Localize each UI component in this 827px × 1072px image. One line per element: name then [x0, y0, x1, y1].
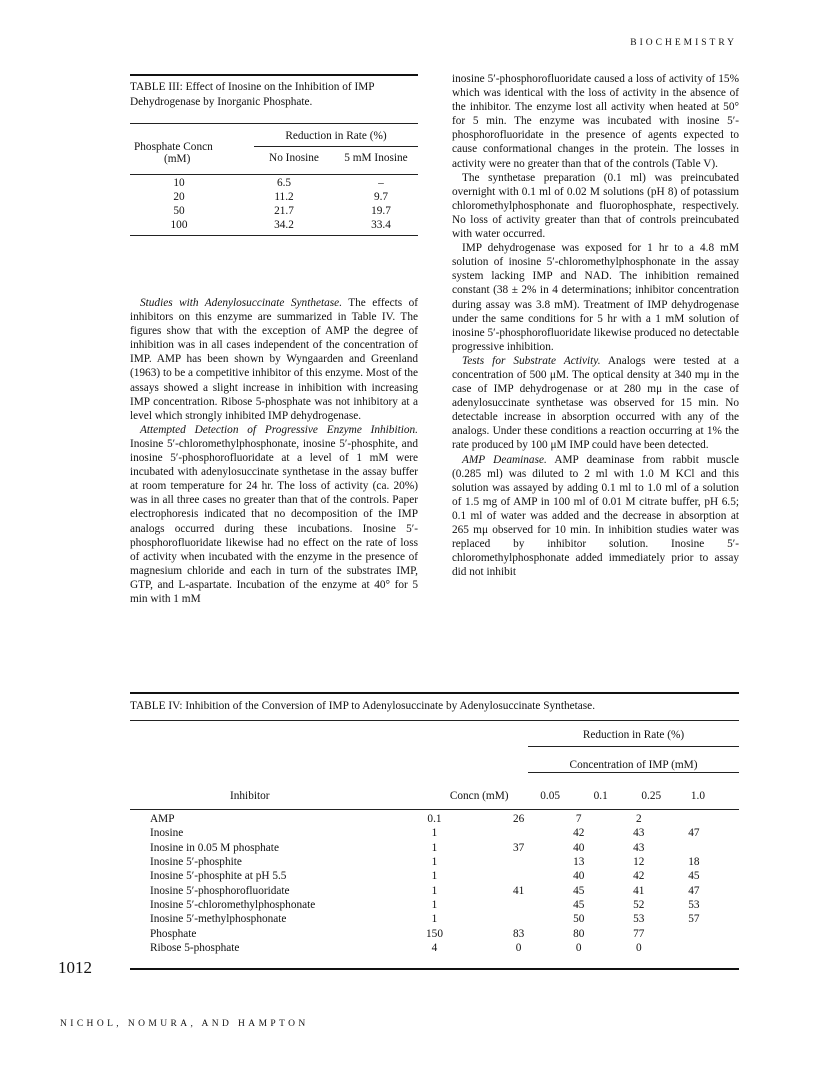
- table4-cell-value: 47: [688, 884, 700, 897]
- table4-bottom-rule: [130, 968, 739, 970]
- journal-header: BIOCHEMISTRY: [630, 38, 737, 48]
- table4-cell-inhibitor: Inosine 5′-methylphosphonate: [150, 913, 287, 926]
- section-heading-synthetase: Studies with Adenylosuccinate Synthetase.: [140, 297, 343, 309]
- table4-cell-value: 7: [575, 813, 582, 826]
- table4-cell-value: 42: [573, 827, 585, 840]
- table4-body-rule: [130, 809, 739, 810]
- table3-cell-inosine: 33.4: [371, 219, 391, 231]
- section-heading-progressive: Attempted Detection of Progressive Enzyme Inhibition.: [140, 423, 418, 436]
- table4-cell-inhibitor: Phosphate: [150, 927, 197, 940]
- table4-cell-concn: 0.1: [427, 813, 442, 826]
- table4-cell-concn: 150: [426, 927, 443, 940]
- table4-cell-inhibitor: Inosine 5′-phosphite: [150, 856, 242, 869]
- table4-cell-concn: 1: [431, 827, 438, 840]
- paragraph-synthetase: The effects of inhibitors on this enzyme are summarized in Table IV. The figures show that with the exception of AMP the degree of inhibition was in all cases independent of the concentration of IMP. AMP has been shown by Wyngaarden and Greenland (1963) to be a competitive inhibitor of this enzyme. Most of the assays showed a slight increase in inhibition with increasing IMP concentration. Ribose 5-phosphate was not inhibitory at a level which strongly inhibited IMP dehydrogenase.: [130, 297, 419, 422]
- table4-top-rule: [130, 692, 739, 694]
- table4-cell-value: 18: [688, 856, 700, 869]
- table4-row: [130, 912, 739, 926]
- table4-cell-inhibitor: Inosine 5′-chloromethylphosphonate: [150, 898, 316, 911]
- table3-group-header: Reduction in Rate (%): [254, 128, 418, 147]
- table4-cell-value: 45: [688, 870, 700, 883]
- table3-label: TABLE III:: [130, 81, 183, 93]
- section-heading-deaminase: AMP Deaminase.: [462, 453, 547, 466]
- table4-cell-value: [489, 898, 549, 912]
- table4-cell-value: 0: [575, 941, 582, 954]
- table4-header: [130, 724, 739, 773]
- table4-cell-value: 40: [573, 870, 585, 883]
- table4-group-header: Reduction in Rate (%): [528, 724, 739, 747]
- table4-cell-value: 2: [635, 813, 642, 826]
- table4-cell-value: 52: [633, 898, 645, 911]
- table4-row: [130, 926, 739, 940]
- table4-cell-value: 53: [633, 913, 645, 926]
- section-heading-substrate: Tests for Substrate Activity.: [462, 354, 601, 367]
- table4-col-imp-3: 0.25: [641, 790, 662, 802]
- table4-cell-value: 0: [515, 941, 522, 954]
- table4-subgroup-header: Concentration of IMP (mM): [528, 747, 739, 773]
- table3-cell-concn: 50: [173, 205, 185, 217]
- table4-cell-value: [489, 869, 549, 883]
- table3-body-rule: [130, 174, 418, 175]
- left-column: [130, 296, 418, 606]
- table4-cell-value: 37: [512, 841, 525, 854]
- table4-row: [130, 883, 739, 897]
- table4-caption: [130, 699, 739, 714]
- table3-sub-header-no-inosine: No Inosine: [269, 151, 319, 164]
- table4-cell-inhibitor: Inosine in 0.05 M phosphate: [150, 841, 279, 854]
- table4-cell-value: 13: [573, 856, 585, 869]
- table3-cell-concn: 20: [173, 191, 185, 203]
- table4-cell-value: 41: [512, 884, 525, 897]
- table4-cell-concn: 4: [431, 941, 438, 954]
- table3-bottom-rule: [130, 235, 418, 236]
- table4-cell-value: [669, 812, 739, 826]
- table4-col-imp-1: 0.05: [540, 790, 561, 802]
- table4-cell-value: [489, 855, 549, 869]
- table3-cell-no-inosine: 6.5: [276, 177, 292, 189]
- table4-cell-concn: 1: [431, 841, 438, 854]
- table3-cell-no-inosine: 21.7: [274, 205, 294, 217]
- table3-cell-no-inosine: 11.2: [274, 191, 294, 203]
- table3-cell-inosine: 19.7: [371, 205, 391, 217]
- table4-cell-value: 12: [633, 856, 645, 869]
- table4-row: [130, 869, 739, 883]
- table3-cell-concn: 10: [173, 177, 185, 189]
- table4-col-imp-4: 1.0: [690, 790, 705, 802]
- table4-col-imp-2: 0.1: [593, 790, 608, 802]
- table3-cell-inosine: –: [378, 177, 384, 189]
- table4-cell-value: 45: [573, 898, 585, 911]
- table4-cell-concn: 1: [431, 884, 438, 897]
- table4-cell-value: 0: [635, 941, 642, 954]
- table4-cell-value: 45: [573, 884, 585, 897]
- right-column: [452, 72, 739, 579]
- table4-cell-value: [489, 912, 549, 926]
- table4-cell-inhibitor: Inosine 5′-phosphite at pH 5.5: [150, 870, 287, 883]
- table3-row: [134, 218, 418, 232]
- running-authors: NICHOL, NOMURA, AND HAMPTON: [60, 1019, 309, 1029]
- paragraph-progressive: Inosine 5′-chloromethylphosphonate, inosine 5′-phosphite, and inosine 5′-phosphorofluoridate at a level of 1 mM were incubated with adenylosuccinate synthetase in the assay buffer at room temperature for 24 hr. The loss of activity (ca. 20%) was in all three cases no greater than that of the controls. Paper electrophoresis indicated that no decomposition of the IMP analogs occurred during these incubations. Inosine 5′-phosphorofluoridate likewise had no effect on the rate of loss of activity when incubated with the enzyme in the presence of magnesium chloride and each in turn of the substrates IMP, GTP, and L-aspartate. Incubation of the enzyme at 40° for 5 min with 1 mM: [130, 437, 418, 605]
- table4-cell-value: 43: [633, 827, 645, 840]
- table4-cell-value: 80: [573, 927, 585, 940]
- table4-cell-value: 77: [633, 927, 645, 940]
- table4-cell-value: [669, 841, 739, 855]
- table4-cell-concn: 1: [431, 898, 438, 911]
- table4-row: [130, 898, 739, 912]
- table4-body: [130, 812, 739, 955]
- table4-cell-value: 57: [688, 913, 700, 926]
- table3-header-rule: [130, 123, 418, 124]
- table4-cell-inhibitor: Inosine 5′-phosphorofluoridate: [150, 884, 290, 897]
- table4-header-rule: [130, 720, 739, 721]
- table3-sub-header-inosine: 5 mM Inosine: [344, 151, 408, 164]
- table4-row: [130, 841, 739, 855]
- table4-cell-concn: 1: [431, 856, 438, 869]
- table3-col1-header: Phosphate Concn: [134, 141, 213, 153]
- table4-caption-text: Inhibition of the Conversion of IMP to Adenylosuccinate by Adenylosuccinate Synthetase.: [185, 700, 596, 712]
- table4-cell-inhibitor: Inosine: [150, 827, 184, 840]
- table4-cell-value: 50: [573, 913, 585, 926]
- paragraph-preincubation: The synthetase preparation (0.1 ml) was preincubated overnight with 0.1 ml of 0.02 M solutions (pH 8) of potassium chloromethylphosphonate and fluorophosphate, respectively. No loss of activity greater than that of controls preincubated with water occurred.: [452, 171, 739, 241]
- table4-label: TABLE IV:: [130, 700, 183, 712]
- table4-cell-value: [669, 926, 739, 940]
- table4-cell-value: [489, 826, 549, 840]
- table3-body: [134, 176, 418, 232]
- paragraph-deaminase: AMP deaminase from rabbit muscle (0.285 ml) was diluted to 2 ml with 1.0 M KCl and this solution was assayed by adding 0.1 ml to 1.0 ml of a solution of 1.5 mg of AMP in 100 ml of 0.01 M citrate buffer, pH 6.5; 0.1 ml of water was added and the decrease in absorption at 265 mμ observed for 10 min. In inhibition studies water was replaced by inhibitor solution. Inosine 5′-chloromethylphosphonate added immediately prior to assay did not inhibit: [452, 453, 739, 579]
- paragraph-imp-dehydrogenase: IMP dehydrogenase was exposed for 1 hr to a 4.8 mM solution of inosine 5′-chloromethylphosphonate in the assay system lacking IMP and NAD. The inhibition remained constant (38 ± 2% in 4 determinations; inhibitor concentration during assay was 3.8 mM). Treatment of IMP dehydrogenase under the same conditions for 5 hr with a 1 mM solution of inosine 5′-phosphorofluoridate likewise produced no detectable progressive inhibition.: [452, 242, 740, 353]
- table3-caption: [130, 80, 420, 109]
- paragraph-continued: inosine 5′-phosphorofluoridate caused a loss of activity of 15% which was identical with the loss of activity in the absence of the inhibitor. The enzyme lost all activity when heated at 50° for 5 min. The enzyme was incubated with inosine 5′-phosphorofluoridate in the presence of agents expected to cause conformational changes in the protein. The losses in activity were no greater than that of the controls (Table V).: [452, 73, 739, 170]
- table3-cell-inosine: 9.7: [373, 191, 389, 203]
- table3-row: [134, 190, 418, 204]
- table4-cell-value: 26: [512, 813, 525, 826]
- table4-col-concn: Concn (mM): [449, 790, 509, 802]
- table4-cell-inhibitor: Ribose 5-phosphate: [150, 941, 240, 954]
- table3-cell-no-inosine: 34.2: [274, 219, 294, 231]
- table3-row: [134, 204, 418, 218]
- table4-col-inhibitor: Inhibitor: [230, 790, 270, 802]
- table4-cell-concn: 1: [431, 913, 438, 926]
- table3-caption-text: Effect of Inosine on the Inhibition of IMP Dehydrogenase by Inorganic Phosphate.: [130, 81, 375, 108]
- table4-colheaders: [130, 790, 739, 802]
- paragraph-substrate: Analogs were tested at a concentration of 500 μM. The optical density at 340 mμ in the case of IMP dehydrogenase or at 280 mμ in the case of adenylosuccinate synthetase was observed for 15 min. No detectable increase in absorption occurred with any of the analogs. Under these conditions a reaction occurring at 1% the rate produced by 100 μM IMP could have been detected.: [452, 354, 739, 452]
- table4-cell-value: 83: [512, 927, 525, 940]
- table4-cell-value: 53: [688, 898, 700, 911]
- table4-cell-concn: 1: [431, 870, 438, 883]
- table4-row: [130, 812, 739, 826]
- table4-row: [130, 941, 739, 955]
- table3-row: [134, 176, 418, 190]
- table4-cell-value: 43: [633, 841, 645, 854]
- table3-top-rule: [130, 74, 418, 76]
- table4-row: [130, 855, 739, 869]
- table4-cell-inhibitor: AMP: [150, 813, 175, 826]
- table4-cell-value: [669, 941, 739, 955]
- table3-col1-unit: (mM): [164, 153, 191, 165]
- page-number: 1012: [58, 958, 92, 977]
- table4-cell-value: 41: [633, 884, 645, 897]
- table4-cell-value: 42: [633, 870, 645, 883]
- table3-cell-concn: 100: [170, 219, 188, 231]
- table4-cell-value: 47: [688, 827, 700, 840]
- table3: [134, 128, 418, 165]
- table4-cell-value: 40: [573, 841, 585, 854]
- table4-row: [130, 826, 739, 840]
